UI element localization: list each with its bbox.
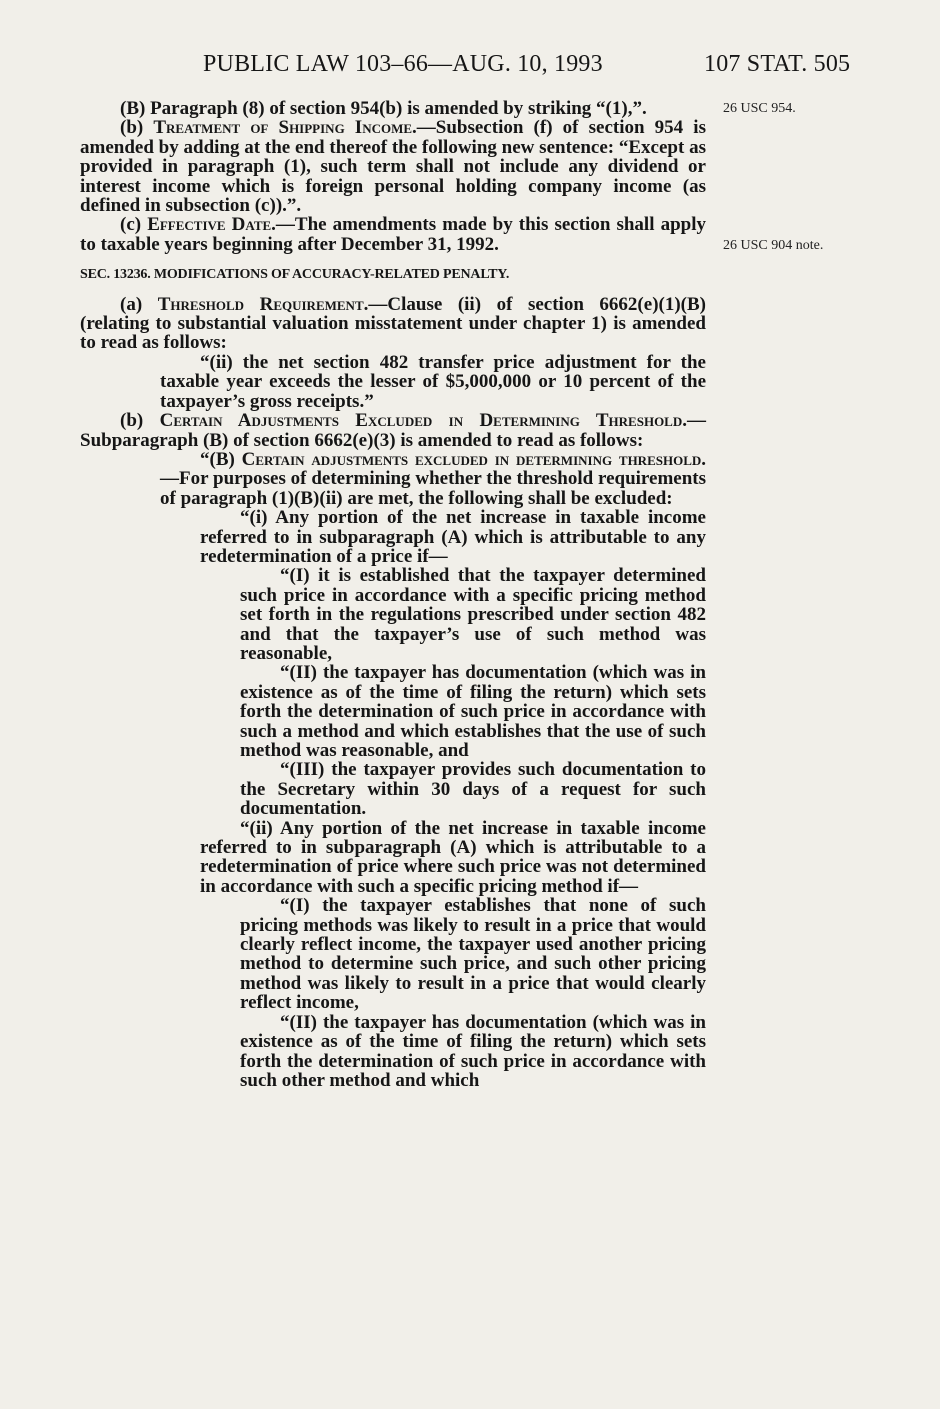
paragraph-heading: Threshold Requirement. [157,293,369,315]
margin-note-954: 26 USC 954. [723,101,796,116]
paragraph-text: —The amendments made by this section shall apply to taxable years beginning after December 31, 1992. [80,214,706,255]
running-header-title: PUBLIC LAW 103–66—AUG. 10, 1993 [203,51,603,77]
paragraph-text: —For purposes of determining whether the threshold requirements of paragraph (1)(B)(ii) are met, the following shall be excluded: [160,468,706,509]
paragraph-text: —Subparagraph (B) of section 6662(e)(3) is amended to read as follows: [80,410,706,451]
paragraph-text: “(ii) the net section 482 transfer price adjustment for the taxable year exceeds the lesser of $5,000,000 or 10 percent of the taxpayer’s gross receipts.” [160,351,706,412]
running-header-page-number: 107 STAT. 505 [704,51,851,77]
paragraph-text: —Subsection (f) of section 954 is amended by adding at the end thereof the following new sentence: “Except as provided in paragraph (1), such term shall not include any dividend or interest income which is foreign personal holding company income (as defined in subsection (c)).”. [80,117,706,217]
paragraph-b-shipping-income [80,118,706,215]
paragraph-a-threshold [80,295,706,353]
paragraph-lead: (b) [120,117,154,139]
paragraph-c-effective-date [80,215,706,254]
paragraph-b-954b-wrap [80,99,706,118]
paragraph-lead: (c) [120,214,148,236]
clause-i: “(i) Any portion of the net increase in taxable income referred to in subparagraph (A) which is attributable to any redetermination of a price if— [200,507,706,567]
paragraph-lead: “(B) [200,448,242,470]
paragraph-heading: Certain Adjustments Excluded in Determining Threshold. [159,410,687,432]
paragraph-b-certain-adjustments [80,411,706,450]
paragraph-lead: (b) [120,410,160,432]
clause-ii: “(ii) Any portion of the net increase in taxable income referred to in subparagraph (A) which is attributable to a redetermination of price where such price was not determined in accordance with such a specific pricing method if— [200,817,706,897]
subclause-iii-1: “(III) the taxpayer provides such documentation to the Secretary within 30 days of a request for such documentation. [240,759,706,820]
subclause-ii-1: “(II) the taxpayer has documentation (which was in existence as of the time of filing the return) which sets forth the determination of such price in accordance with such a method and which establishes that the use of such method was reasonable, and [240,662,706,761]
subclause-i-1: “(I) it is established that the taxpayer determined such price in accordance with a specific pricing method set forth in the regulations prescribed under section 482 and that the taxpayer’s use of such method was reasonable, [240,565,706,664]
document-body [80,99,706,1090]
paragraph-heading: Effective Date. [147,214,276,236]
margin-note-904: 26 USC 904 note. [723,238,824,253]
section-heading: SEC. 13236. MODIFICATIONS OF ACCURACY-RELATED PENALTY. [80,267,510,283]
paragraph-heading: Certain adjustments excluded in determining threshold. [241,448,707,470]
paragraph-lead: (a) [120,293,158,315]
subclause-ii-2: “(II) the taxpayer has documentation (which was in existence as of the time of filing the return) which sets forth the determination of such price in accordance with such other method and which [240,1011,706,1091]
quoted-clause-ii [160,353,706,411]
quoted-subparagraph-b [160,450,706,508]
subclause-i-2: “(I) the taxpayer establishes that none of such pricing methods was likely to result in a price that would clearly reflect income, the taxpayer used another pricing method to determine such price, and such other pricing method was likely to result in a price that would clearly reflect income, [240,895,706,1014]
paragraph-heading: Treatment of Shipping Income. [153,117,417,139]
paragraph-b-954b: (B) Paragraph (8) of section 954(b) is amended by striking “(1),”. [120,98,647,119]
paragraph-text: —Clause (ii) of section 6662(e)(1)(B) (relating to substantial valuation misstatement under chapter 1) is amended to read as follows: [80,293,706,354]
